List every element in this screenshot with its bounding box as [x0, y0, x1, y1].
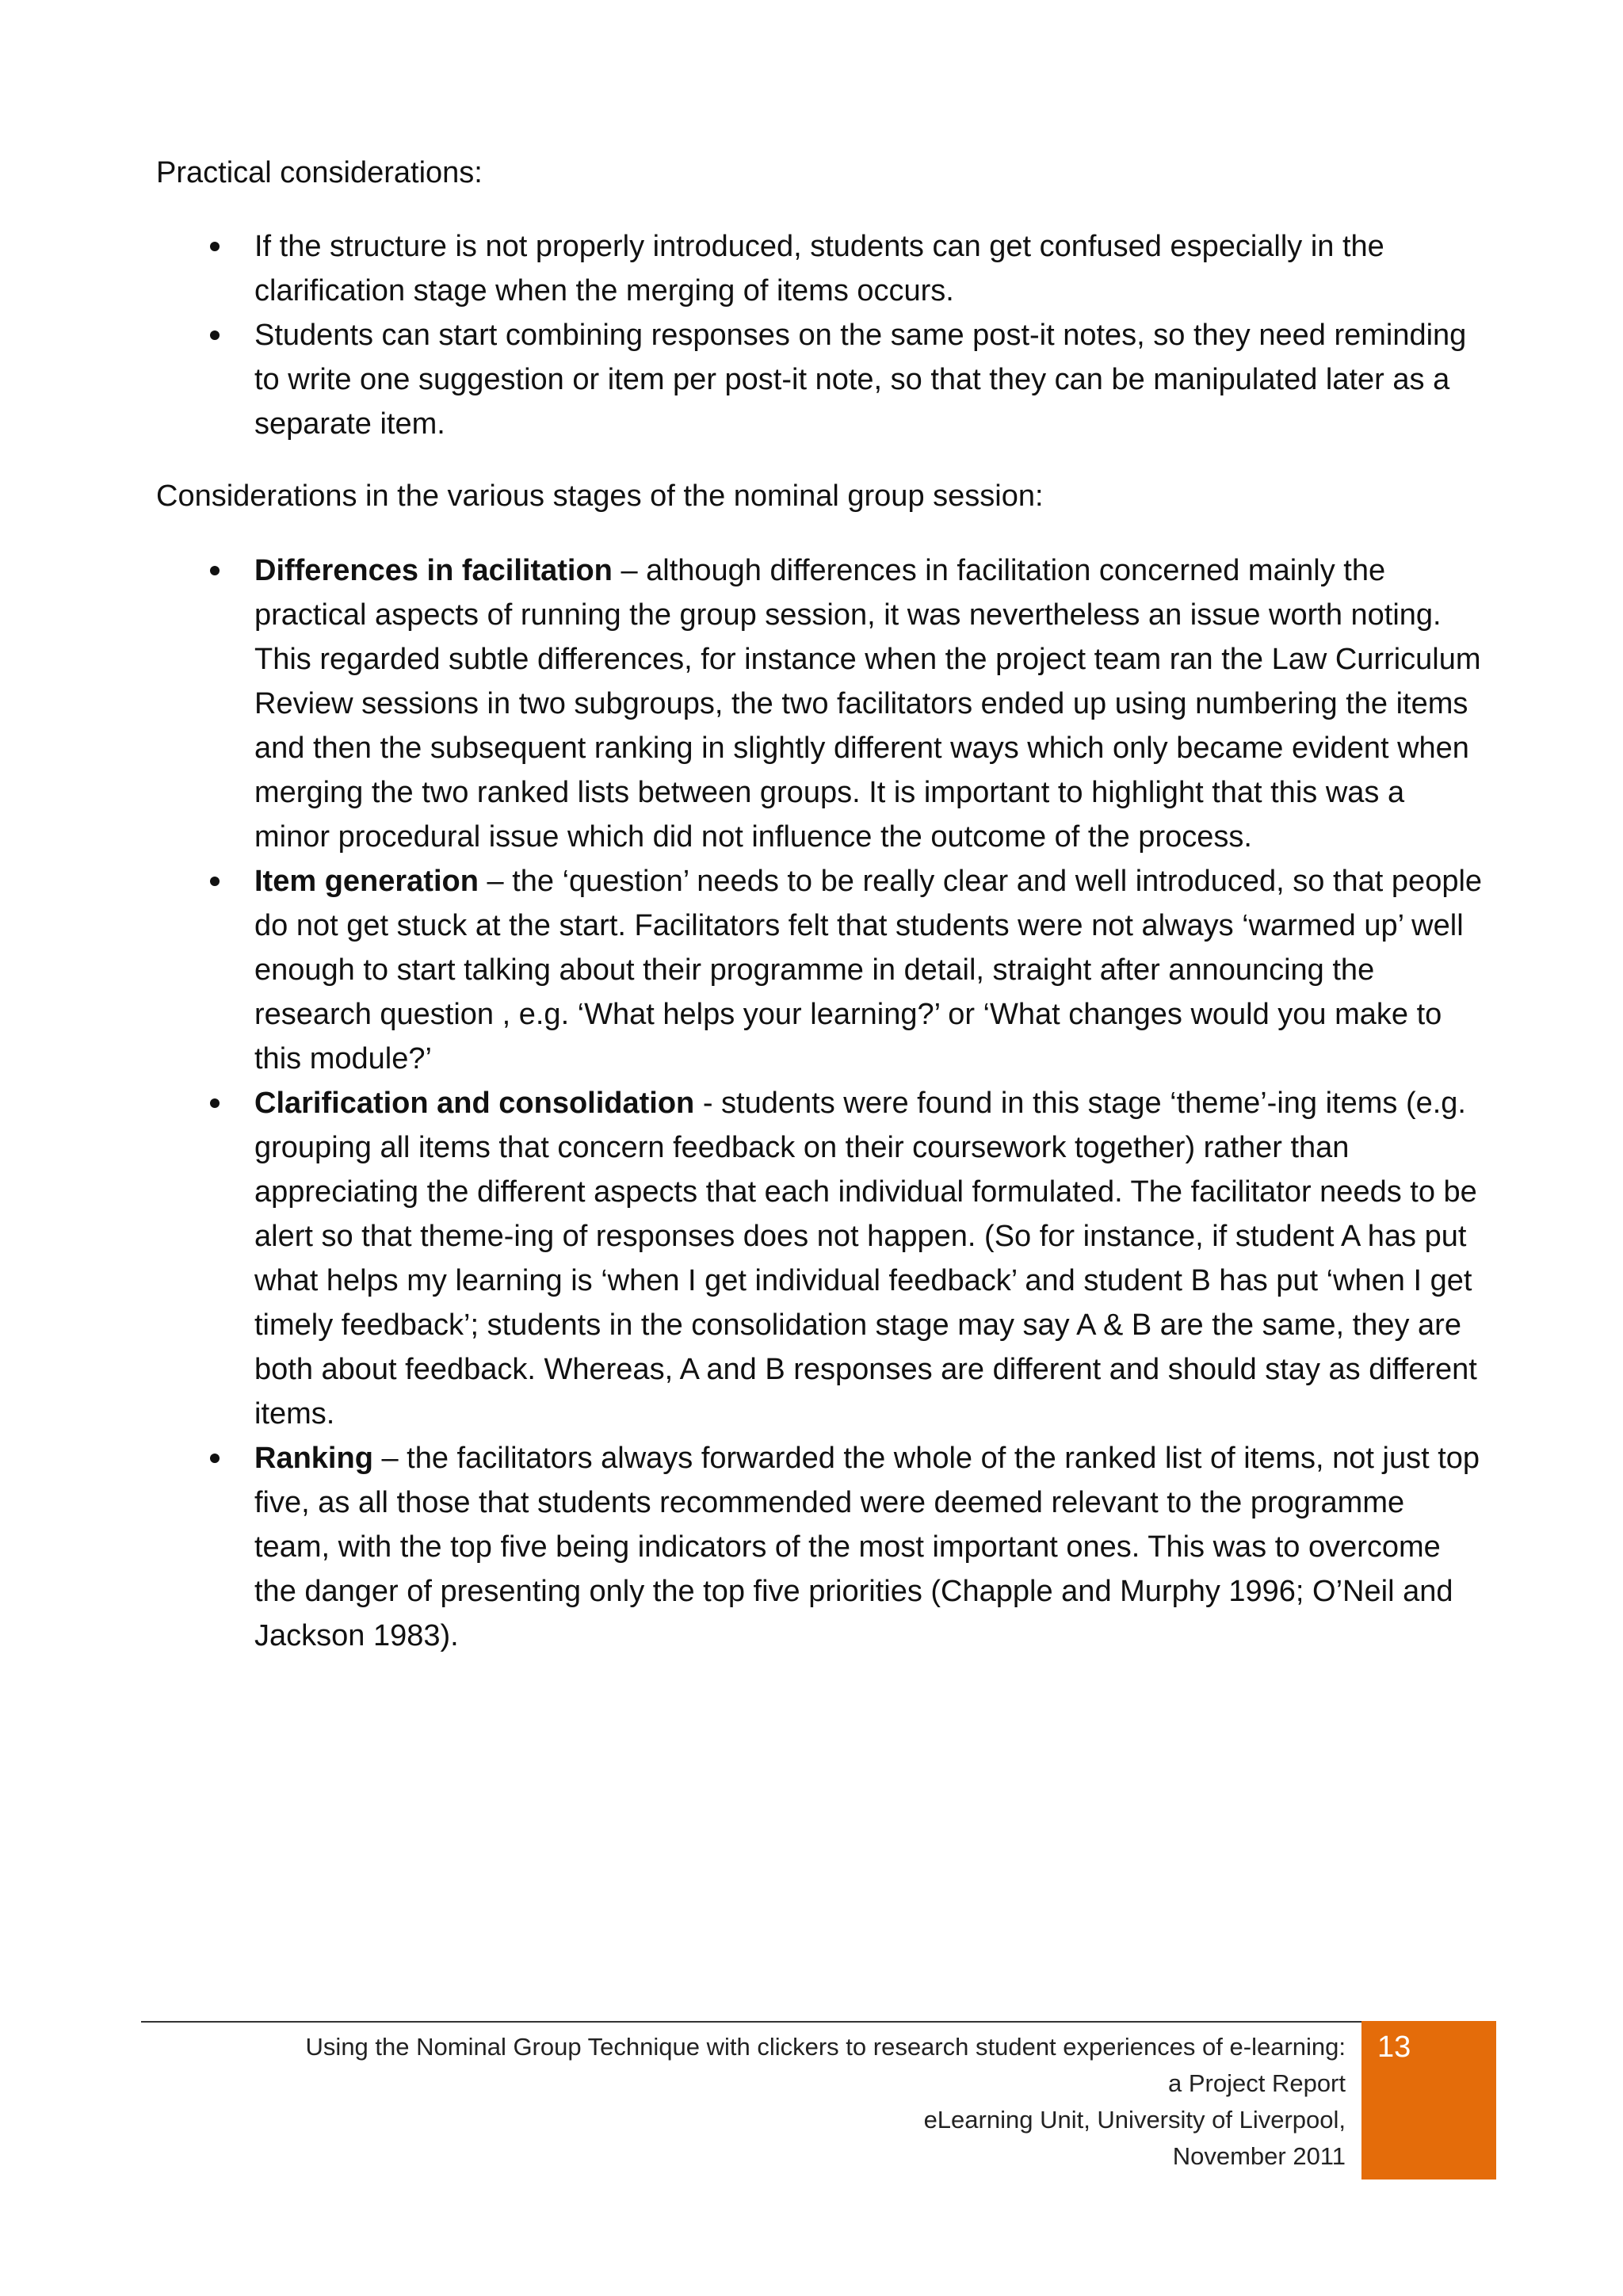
list-item	[156, 313, 1487, 446]
bullet-icon	[210, 242, 220, 251]
practical-heading: Practical considerations:	[156, 156, 483, 189]
footer-line: Using the Nominal Group Technique with clickers to research student experiences of e-learning:	[305, 2033, 1346, 2061]
list-item	[156, 1081, 1487, 1436]
bullet-icon	[210, 1454, 220, 1463]
practical-list	[156, 224, 1487, 446]
item-term: Item generation	[254, 865, 479, 898]
list-item-text: If the structure is not properly introduced, students can get confused especially in the clarification stage when the merging of items occurs.	[254, 230, 1384, 308]
bullet-icon	[210, 1098, 220, 1108]
footer-line: November 2011	[1172, 2142, 1346, 2170]
list-item	[156, 859, 1487, 1081]
footer-citation	[141, 2029, 1346, 2175]
item-text: – the ‘question’ needs to be really clear and well introduced, so that people do not get stuck at the start. Facilitators felt that students were not always ‘warmed up’ well enough to start talking about their programme in detail, straight after announcing the research question , e.g. ‘What helps your learning?’ or ‘What changes would you make to this module?’	[254, 865, 1483, 1075]
item-term: Clarification and consolidation	[254, 1087, 695, 1120]
page-number: 13	[1377, 2030, 1411, 2064]
bullet-icon	[210, 566, 220, 575]
item-term: Differences in facilitation	[254, 554, 613, 587]
stages-heading: Considerations in the various stages of the nominal group session:	[156, 479, 1044, 513]
bullet-icon	[210, 877, 220, 886]
footer-line: eLearning Unit, University of Liverpool,	[923, 2106, 1346, 2134]
item-text: – the facilitators always forwarded the whole of the ranked list of items, not just top five, as all those that students recommended were deemed relevant to the programme team, with the top five being indicators of the most important ones. This was to overcome the danger of presenting only the top five priorities (Chapple and Murphy 1996; O’Neil and Jackson 1983).	[254, 1442, 1480, 1652]
footer-divider	[141, 2021, 1496, 2023]
stages-list	[156, 548, 1487, 1658]
item-term: Ranking	[254, 1442, 373, 1475]
footer-line: a Project Report	[1168, 2069, 1346, 2097]
list-item	[156, 224, 1487, 313]
item-text: – although differences in facilitation concerned mainly the practical aspects of running the group session, it was nevertheless an issue worth noting. This regarded subtle differences, for instance when the project team ran the Law Curriculum Review sessions in two subgroups, the two facilitators ended up using numbering the items and then the subsequent ranking in slightly different ways which only became evident when merging the two ranked lists between groups. It is important to highlight that this was a minor procedural issue which did not influence the outcome of the process.	[254, 554, 1481, 854]
page-number-box	[1361, 2021, 1496, 2179]
list-item-text: Students can start combining responses on the same post-it notes, so they need reminding to write one suggestion or item per post-it note, so that they can be manipulated later as a separate item.	[254, 319, 1467, 441]
bullet-icon	[210, 330, 220, 340]
list-item	[156, 548, 1487, 859]
list-item	[156, 1436, 1487, 1658]
item-text: - students were found in this stage ‘theme’-ing items (e.g. grouping all items that concern feedback on their coursework together) rather than appreciating the different aspects that each individual formulated. The facilitator needs to be alert so that theme-ing of responses does not happen. (So for instance, if student A has put what helps my learning is ‘when I get individual feedback’ and student B has put ‘when I get timely feedback’; students in the consolidation stage may say A & B are the same, they are both about feedback. Whereas, A and B responses are different and should stay as different items.	[254, 1087, 1477, 1431]
